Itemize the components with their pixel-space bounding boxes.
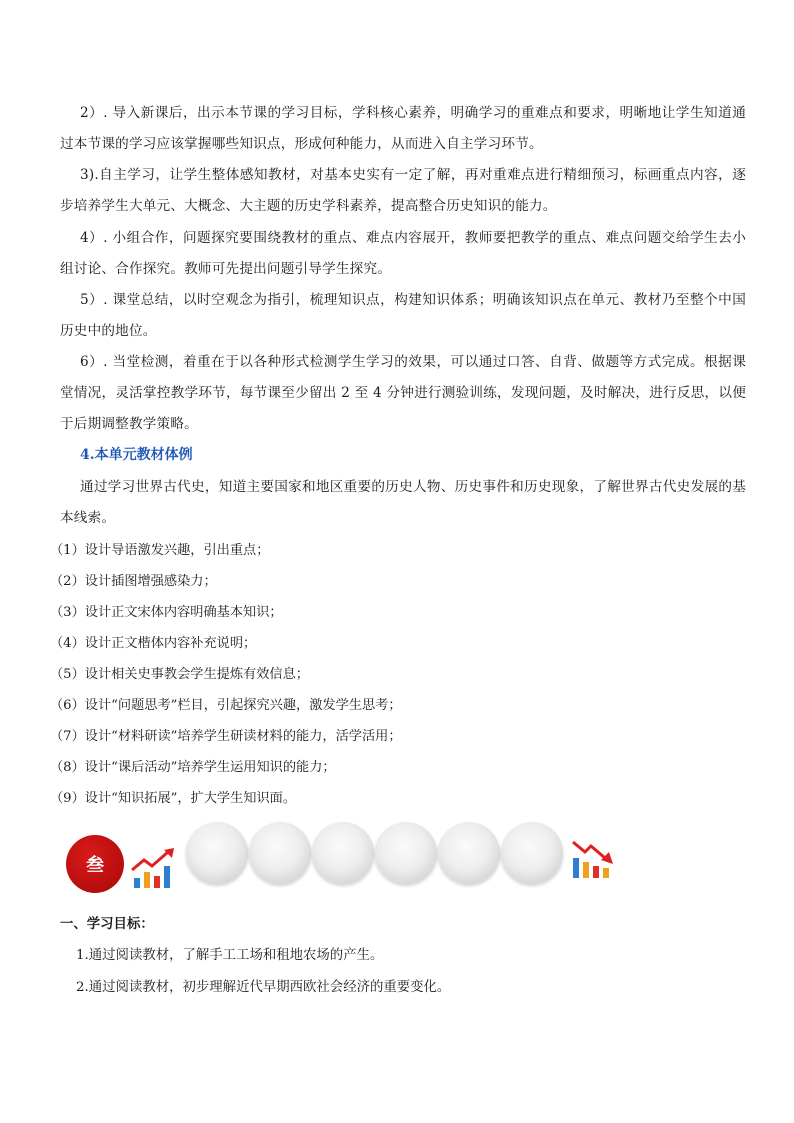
list-item: （1）设计导语激发兴趣，引出重点； — [50, 543, 270, 558]
decorative-ball — [186, 822, 248, 884]
objective-item: 2.通过阅读教材，初步理解近代早期西欧社会经济的重要变化。 — [76, 980, 451, 995]
list-item: （9）设计“知识拓展”，扩大学生知识面。 — [50, 791, 297, 806]
falling-chart-icon — [571, 838, 617, 880]
objectives-heading: 一、学习目标： — [60, 916, 154, 932]
decorative-ball — [501, 822, 563, 884]
paragraph-step-2: 2）. 导入新课后，出示本节课的学习目标，学科核心素养，明确学习的重难点和要求，明晰地让学生知道通过本节课的学习应该掌握哪些知识点，形成何种能力，从而进入自主学习环节。 — [60, 105, 746, 152]
section-banner — [66, 822, 626, 894]
section-heading: 4.本单元教材体例 — [80, 447, 193, 463]
paragraph-step-4: 4）. 小组合作，问题探究要围绕教材的重点、难点内容展开，教师要把教学的重点、难点问题交给学生去小组讨论、合作探究。教师可先提出问题引导学生探究。 — [60, 230, 746, 277]
decorative-ball — [312, 822, 374, 884]
rising-chart-icon — [130, 848, 178, 890]
list-item: （4）设计正文楷体内容补充说明； — [50, 636, 257, 651]
objective-item: 1.通过阅读教材，了解手工工场和租地农场的产生。 — [76, 948, 384, 963]
list-item: （5）设计相关史事教会学生提炼有效信息； — [50, 667, 309, 682]
intro-paragraph: 通过学习世界古代史，知道主要国家和地区重要的历史人物、历史事件和历史现象，了解世界古代史发展的基本线索。 — [60, 479, 746, 526]
paragraph-step-5: 5）. 课堂总结，以时空观念为指引，梳理知识点，构建知识体系；明确该知识点在单元、教材乃至整个中国历史中的地位。 — [60, 292, 746, 339]
list-item: （7）设计“材料研读”培养学生研读材料的能力，活学活用； — [50, 729, 402, 744]
decorative-ball — [375, 822, 437, 884]
list-item: （2）设计插图增强感染力； — [50, 574, 217, 589]
list-item: （6）设计“问题思考”栏目，引起探究兴趣，激发学生思考； — [50, 698, 402, 713]
list-item: （8）设计“课后活动”培养学生运用知识的能力； — [50, 760, 336, 775]
paragraph-step-3: 3).自主学习，让学生整体感知教材，对基本史实有一定了解，再对重难点进行精细预习，标画重点内容，逐步培养学生大单元、大概念、大主题的历史学科素养，提高整合历史知识的能力。 — [60, 167, 746, 214]
decorative-ball — [438, 822, 500, 884]
section-number-badge: 叁 — [66, 835, 124, 893]
paragraph-step-6: 6）. 当堂检测，着重在于以各种形式检测学生学习的效果，可以通过口答、自背、做题等方式完成。根据课堂情况，灵活掌控教学环节，每节课至少留出 2 至 4 分钟进行测验训练，发现问题，及时解决，进行反思，以便于后期调整教学策略。 — [60, 354, 746, 432]
list-item: （3）设计正文宋体内容明确基本知识； — [50, 605, 283, 620]
decorative-ball — [249, 822, 311, 884]
